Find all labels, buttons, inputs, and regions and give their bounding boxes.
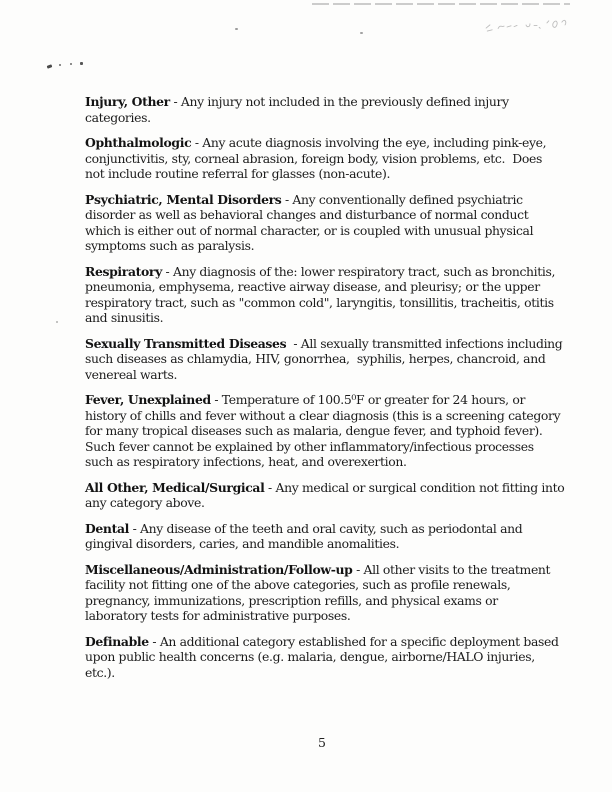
definition-text: - An additional category established for a specific deployment based: [148, 633, 559, 649]
definition-line: [85, 479, 565, 496]
definition-line: symptoms such as paralysis.: [85, 238, 255, 253]
pen-mark: [70, 63, 72, 65]
definition-line: and sinusitis.: [85, 310, 164, 325]
definition-paragraph: [85, 94, 555, 125]
definition-line: gingival disorders, caries, and mandible anomalities.: [85, 536, 400, 551]
definition-term: Psychiatric, Mental Disorders: [85, 191, 282, 207]
definition-line: [85, 264, 555, 280]
definition-line: any category above.: [85, 495, 205, 510]
definition-line: [85, 392, 555, 408]
definition-term: Fever, Unexplained: [85, 392, 211, 407]
definition-term: Miscellaneous/Administration/Follow-up: [85, 561, 353, 577]
definition-line: venereal warts.: [85, 366, 178, 382]
definition-line: [85, 135, 555, 151]
definitions-list: [85, 94, 565, 690]
definition-text: - Any acute diagnosis involving the eye, including pink-eye,: [191, 135, 547, 150]
definition-term: Sexually Transmitted Diseases: [85, 335, 287, 351]
definition-line: pneumonia, emphysema, reactive airway disease, and pleurisy; or the upper: [85, 279, 540, 294]
definition-line: not include routine referral for glasses (non-acute).: [85, 166, 391, 181]
definition-line: [85, 94, 555, 110]
definition-line: [85, 521, 555, 537]
definition-term: Dental: [85, 520, 129, 536]
scan-artifact-dashed-line: [312, 3, 570, 5]
definition-text: - Any medical or surgical condition not fitting into: [264, 479, 565, 495]
handwritten-scribble-icon: [483, 13, 570, 37]
definition-line: Such fever cannot be explained by other inflammatory/infectious processes: [85, 438, 534, 454]
definition-line: pregnancy, immunizations, prescription refills, and physical exams or: [85, 592, 498, 608]
definition-line: [85, 633, 559, 650]
definition-line: such diseases as chlamydia, HIV, gonorrhea, syphilis, herpes, chancroid, and: [85, 351, 546, 366]
definition-paragraph: [85, 264, 555, 326]
definition-paragraph: [85, 521, 555, 552]
definition-term: Respiratory: [85, 263, 162, 279]
scan-speck: [56, 321, 58, 323]
definition-line: laboratory tests for administrative purposes.: [85, 608, 351, 623]
pen-mark: [80, 62, 83, 65]
definition-paragraph: [85, 192, 555, 254]
definition-paragraph: [85, 392, 561, 470]
definition-line: upon public health concerns (e.g. malaria, dengue, airborne/HALO injuries,: [85, 649, 535, 664]
page-number: 5: [318, 735, 326, 750]
definition-term: All Other, Medical/Surgical: [85, 479, 265, 495]
definition-text: - Any conventionally defined psychiatric: [281, 191, 523, 207]
definition-line: for many tropical diseases such as malaria, dengue fever, and typhoid fever).: [85, 423, 543, 438]
definition-text: - Any disease of the teeth and oral cavity, such as periodontal and: [129, 520, 523, 536]
definition-paragraph: [85, 479, 565, 511]
definition-term: Definable: [85, 633, 149, 649]
definition-text: - Any injury not included in the previously defined injury: [169, 94, 509, 109]
scan-speck: [360, 32, 363, 34]
pen-mark: [47, 64, 53, 69]
definition-line: conjunctivitis, sty, corneal abrasion, foreign body, vision problems, etc. Does: [85, 150, 542, 166]
definition-line: [85, 335, 563, 352]
pen-mark: [59, 64, 61, 66]
definition-line: [85, 192, 555, 208]
definition-paragraph: [85, 633, 559, 681]
definition-paragraph: [85, 135, 555, 182]
definition-text: - Any diagnosis of the: lower respiratory tract, such as bronchitis,: [161, 263, 556, 279]
definition-line: etc.).: [85, 664, 115, 680]
definition-term: Ophthalmologic: [85, 135, 192, 150]
definition-text: - Temperature of 100.5⁰F or greater for 24 hours, or: [210, 392, 526, 407]
scan-speck: [235, 28, 238, 30]
definition-line: respiratory tract, such as "common cold", laryngitis, tonsillitis, tracheitis, otitis: [85, 294, 554, 310]
definition-term: Injury, Other: [85, 94, 170, 109]
definition-paragraph: [85, 562, 555, 624]
definition-line: facility not fitting one of the above categories, such as profile renewals,: [85, 577, 511, 592]
definition-text: - All other visits to the treatment: [352, 561, 551, 577]
definition-line: which is either out of normal character, or is coupled with unusual physical: [85, 222, 534, 238]
definition-paragraph: [85, 335, 563, 383]
definition-line: [85, 562, 555, 578]
definition-line: history of chills and fever without a clear diagnosis (this is a screening category: [85, 407, 561, 423]
definition-line: disorder as well as behavioral changes and disturbance of normal conduct: [85, 207, 529, 222]
definition-line: such as respiratory infections, heat, and overexertion.: [85, 454, 407, 469]
definition-text: - All sexually transmitted infections including: [286, 335, 563, 351]
definition-line: categories.: [85, 109, 151, 125]
